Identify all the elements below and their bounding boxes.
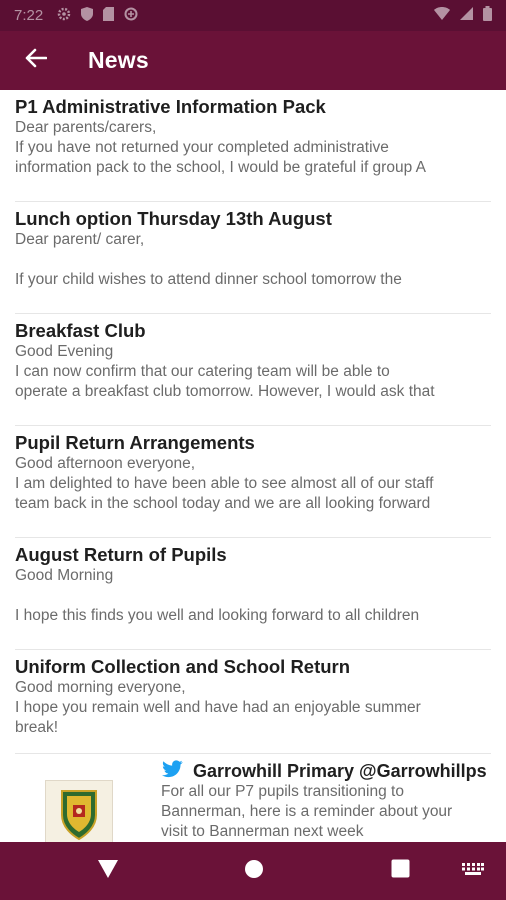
status-time: 7:22 <box>14 7 44 24</box>
news-item[interactable] <box>15 656 491 754</box>
news-item[interactable] <box>15 96 491 202</box>
news-preview-line: break! <box>15 719 59 736</box>
news-preview-line: If you have not returned your completed administrative <box>15 139 389 156</box>
news-preview-line: team back in the school today and we are all looking forward <box>15 495 431 512</box>
news-preview-line: information pack to the school, I would be grateful if group A <box>15 159 426 176</box>
back-button[interactable] <box>22 47 50 75</box>
arrow-left-icon <box>25 48 47 73</box>
news-title: Uniform Collection and School Return <box>15 656 351 677</box>
status-right-icons <box>434 6 492 25</box>
data-saver-icon <box>124 7 138 25</box>
news-preview-line: I can now confirm that our catering team will be able to <box>15 363 390 380</box>
news-item[interactable] <box>15 432 491 538</box>
news-item[interactable] <box>15 320 491 426</box>
news-preview-line: Good Evening <box>15 343 114 360</box>
news-preview-line <box>15 250 491 270</box>
square-recents-icon <box>391 859 410 883</box>
tweet-text-line: visit to Bannerman next week <box>161 823 364 840</box>
tweet-body <box>161 760 506 842</box>
news-title: Lunch option Thursday 13th August <box>15 208 332 229</box>
news-preview-line: If your child wishes to attend dinner school tomorrow the <box>15 271 402 288</box>
wifi-icon <box>434 7 450 24</box>
news-title: Pupil Return Arrangements <box>15 432 255 453</box>
news-item[interactable] <box>15 544 491 650</box>
keyboard-icon <box>462 862 484 880</box>
tweet-card[interactable] <box>15 760 506 842</box>
battery-icon <box>483 6 492 25</box>
news-preview-line: Good morning everyone, <box>15 679 186 696</box>
shield-icon <box>81 7 93 25</box>
news-list[interactable] <box>0 90 506 842</box>
news-preview-line: Dear parent/ carer, <box>15 231 145 248</box>
tweet-image <box>45 780 113 842</box>
news-item[interactable] <box>15 208 491 314</box>
news-title: P1 Administrative Information Pack <box>15 96 326 117</box>
news-preview-line: Good Morning <box>15 567 114 584</box>
settings-gear-icon <box>57 7 71 25</box>
news-preview-line <box>15 586 491 606</box>
status-bar <box>0 0 506 31</box>
news-preview-line: I hope you remain well and have had an enjoyable summer <box>15 699 421 716</box>
news-title: August Return of Pupils <box>15 544 227 565</box>
news-preview-line: Dear parents/carers, <box>15 119 157 136</box>
news-title: Breakfast Club <box>15 320 146 341</box>
nav-recents-button[interactable] <box>378 842 422 900</box>
app-bar <box>0 31 506 90</box>
news-preview-line: I hope this finds you well and looking forward to all children <box>15 607 420 624</box>
tweet-author: Garrowhill Primary @Garrowhillps <box>193 760 487 781</box>
tweet-header <box>161 760 506 782</box>
tweet-text-line: Bannerman, here is a reminder about your <box>161 803 453 820</box>
news-preview-line: Good afternoon everyone, <box>15 455 196 472</box>
system-nav-bar <box>0 842 506 900</box>
nav-back-button[interactable] <box>86 842 130 900</box>
tweet-text-line: For all our P7 pupils transitioning to <box>161 783 404 800</box>
keyboard-switch-button[interactable] <box>456 842 490 900</box>
page-title: News <box>88 47 149 73</box>
triangle-back-icon <box>97 859 119 884</box>
nav-home-button[interactable] <box>232 842 276 900</box>
sd-card-icon <box>103 7 114 25</box>
news-preview-line: operate a breakfast club tomorrow. However, I would ask that <box>15 383 435 400</box>
signal-icon <box>460 7 473 24</box>
news-preview-line: I am delighted to have been able to see almost all of our staff <box>15 475 434 492</box>
twitter-bird-icon <box>161 760 183 783</box>
circle-home-icon <box>244 859 264 884</box>
